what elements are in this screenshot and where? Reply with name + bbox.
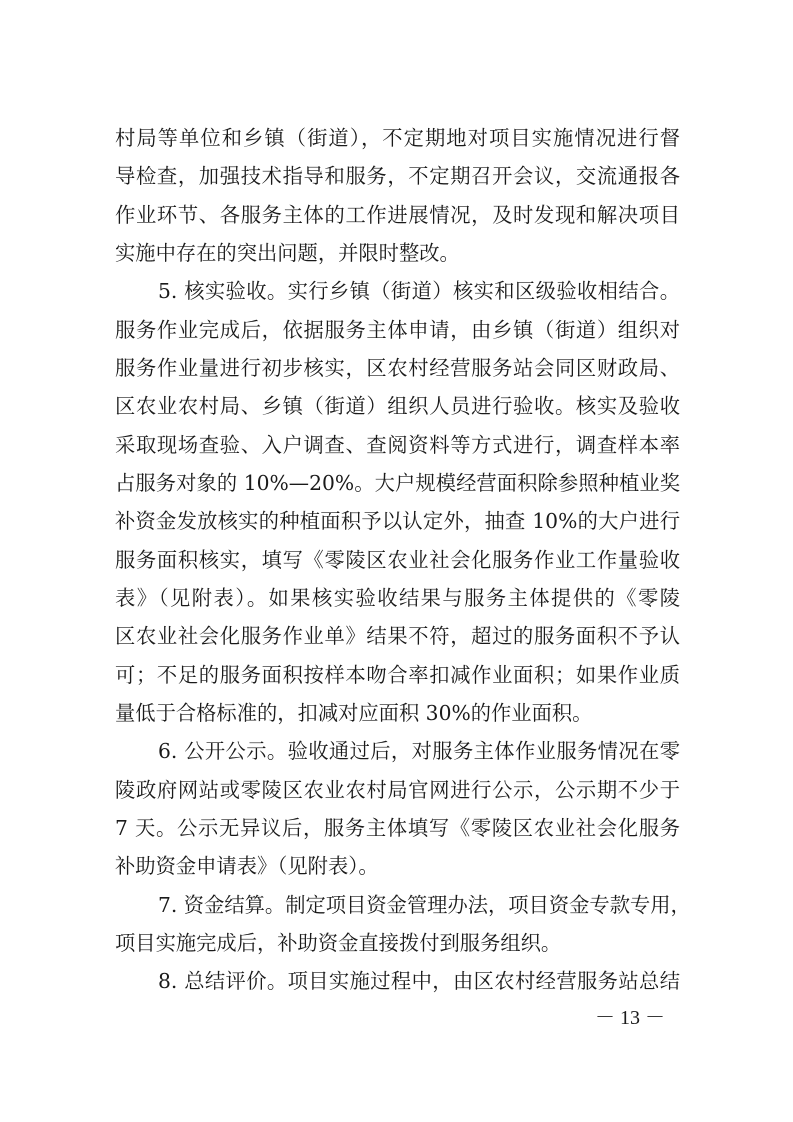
body-text-line: 作业环节、各服务主体的工作进展情况，及时发现和解决项目 [115,203,680,227]
body-text-line: 7 天。公示无异议后，服务主体填写《零陵区农业社会化服务 [115,816,680,840]
body-text-line: 陵政府网站或零陵区农业农村局官网进行公示，公示期不少于 [115,778,680,802]
body-text-line: 补资金发放核实的种植面积予以认定外，抽查 10%的大户进行 [115,509,680,533]
body-text-line: 补助资金申请表》（见附表）。 [115,854,379,878]
body-text-line: 项目实施完成后，补助资金直接拨付到服务组织。 [115,931,562,955]
page-number: － 13 － [595,1007,665,1029]
body-text-line: 服务作业量进行初步核实，区农村经营服务站会同区财政局、 [115,356,680,380]
section-6-heading-line: 6. 公开公示。验收通过后，对服务主体作业服务情况在零 [158,739,680,763]
body-text-line: 占服务对象的 10%—20%。大户规模经营面积除参照种植业奖 [115,471,680,495]
body-text-line: 区农业社会化服务作业单》结果不符，超过的服务面积不予认 [115,624,680,648]
body-text-line: 服务面积核实，填写《零陵区农业社会化服务作业工作量验收 [115,548,680,572]
section-8-heading-line: 8. 总结评价。项目实施过程中，由区农村经营服务站总结 [158,969,680,993]
body-text-line: 村局等单位和乡镇（街道），不定期地对项目实施情况进行督 [115,126,680,150]
body-text-line: 区农业农村局、乡镇（街道）组织人员进行验收。核实及验收 [115,394,680,418]
section-7-heading-line: 7. 资金结算。制定项目资金管理办法，项目资金专款专用， [158,893,691,917]
section-5-heading-line: 5. 核实验收。实行乡镇（街道）核实和区级验收相结合。 [158,279,680,303]
body-text-line: 表》（见附表）。如果核实验收结果与服务主体提供的《零陵 [115,586,680,610]
body-text-line: 量低于合格标准的，扣减对应面积 30%的作业面积。 [115,701,593,725]
body-text-line: 服务作业完成后，依据服务主体申请，由乡镇（街道）组织对 [115,318,680,342]
body-text-line: 可；不足的服务面积按样本吻合率扣减作业面积；如果作业质 [115,663,680,687]
body-text-line: 导检查，加强技术指导和服务，不定期召开会议，交流通报各 [115,164,680,188]
body-text-line: 实施中存在的突出问题，并限时整改。 [115,241,460,265]
body-text-line: 采取现场查验、入户调查、查阅资料等方式进行，调查样本率 [115,433,680,457]
